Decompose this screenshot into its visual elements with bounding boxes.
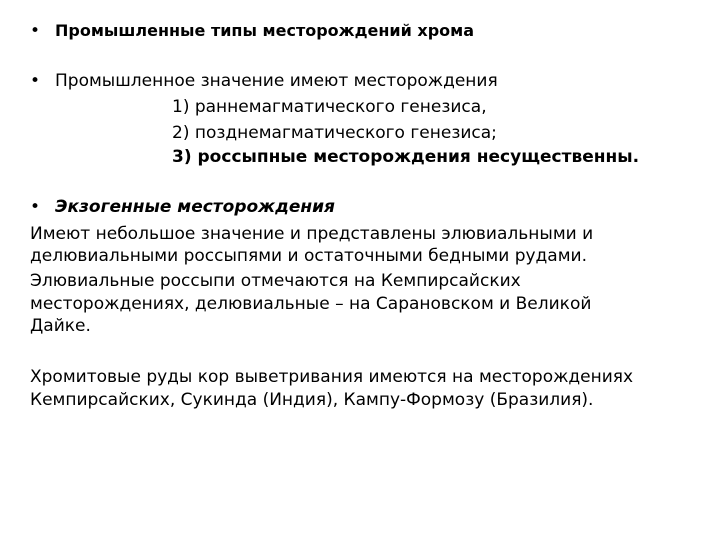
exogenous-title: Экзогенные месторождения xyxy=(55,197,335,217)
exogenous-paragraph-line: Элювиальные россыпи отмечаются на Кемпирсайских xyxy=(30,271,521,291)
industrial-item-3: 3) россыпные месторождения несущественны. xyxy=(172,147,640,167)
industrial-item-1: 1) раннемагматического генезиса, xyxy=(172,97,487,117)
slide-title: Промышленные типы месторождений хрома xyxy=(55,21,475,40)
exogenous-paragraph-line: Дайке. xyxy=(30,316,91,336)
weathering-paragraph-line: Кемпирсайских, Сукинда (Индия), Кампу-Формозу (Бразилия). xyxy=(30,390,594,410)
industrial-item-2: 2) позднемагматического генезиса; xyxy=(172,123,497,143)
exogenous-paragraph-line: месторождениях, делювиальные – на Сарановском и Великой xyxy=(30,294,592,314)
weathering-paragraph-line: Хромитовые руды кор выветривания имеются на месторождениях xyxy=(30,367,634,387)
exogenous-paragraph-line: Имеют небольшое значение и представлены элювиальными и xyxy=(30,224,594,244)
industrial-intro: Промышленное значение имеют месторождения xyxy=(55,71,498,91)
bullet-marker: • xyxy=(30,197,41,217)
exogenous-paragraph-line: делювиальными россыпями и остаточными бедными рудами. xyxy=(30,246,587,266)
bullet-marker: • xyxy=(30,21,41,41)
bullet-marker: • xyxy=(30,71,41,91)
